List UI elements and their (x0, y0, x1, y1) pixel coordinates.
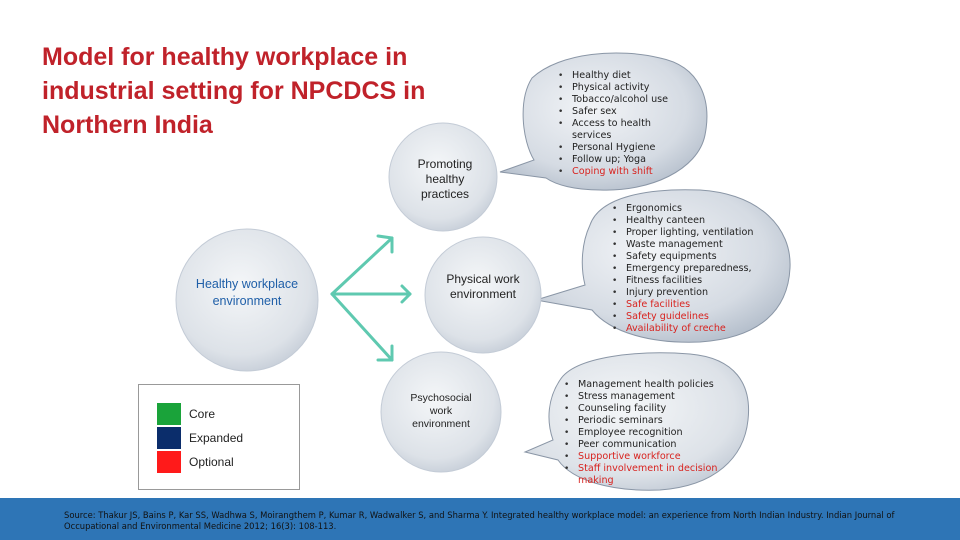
list-item: • Access to health services (558, 118, 686, 142)
list-item: • Personal Hygiene (558, 142, 686, 154)
list-item: • Waste management (612, 239, 784, 251)
list-item: • Safer sex (558, 106, 686, 118)
promoting-node-label: Promoting healthy practices (417, 157, 473, 201)
list-item: • Healthy canteen (612, 215, 784, 227)
legend-label-core: Core (189, 407, 216, 421)
callout-physical-list (612, 203, 784, 335)
list-item: • Follow up; Yoga (558, 154, 686, 166)
list-item: • Staff involvement in decision making (564, 463, 742, 487)
list-item: • Tobacco/alcohol use (558, 94, 686, 106)
list-item: • Emergency preparedness, (612, 263, 784, 275)
list-item: • Injury prevention (612, 287, 784, 299)
list-item: • Coping with shift (558, 166, 686, 178)
source-citation: Source: Thakur JS, Bains P, Kar SS, Wadhwa S, Moirangthem P, Kumar R, Wadwalker S, and Sharma Y. Integrated healthy workplace model: an experience from North Indian Industry. Indian Journal of Occupational and Environmental Medicine 2012; 16(3): 108-113. (64, 510, 895, 531)
list-item: • Stress management (564, 391, 742, 403)
list-item: • Ergonomics (612, 203, 784, 215)
callout-practices-list (558, 70, 686, 178)
legend-swatch-expanded (157, 427, 181, 449)
page-title: Model for healthy workplace in industrial setting for NPCDCS in Northern India (42, 43, 426, 139)
callout-psychosocial-list (564, 379, 742, 487)
legend-label-optional: Optional (189, 455, 234, 469)
legend-label-expanded: Expanded (189, 431, 244, 445)
list-item: • Employee recognition (564, 427, 742, 439)
arrow-to-promoting (332, 238, 392, 294)
psychosocial-node-label: Psychosocial work environment (410, 392, 472, 430)
list-item: • Availability of creche (612, 323, 784, 335)
list-item: • Physical activity (558, 82, 686, 94)
legend (138, 384, 300, 490)
list-item: • Fitness facilities (612, 275, 784, 287)
connector-arrows (332, 236, 410, 360)
list-item: • Healthy diet (558, 70, 686, 82)
legend-swatch-core (157, 403, 181, 425)
list-item: • Periodic seminars (564, 415, 742, 427)
list-item: • Proper lighting, ventilation (612, 227, 784, 239)
core-node-label: Healthy workplace environment (195, 277, 299, 308)
list-item: • Counseling facility (564, 403, 742, 415)
list-item: • Safety guidelines (612, 311, 784, 323)
list-item: • Supportive workforce (564, 451, 742, 463)
arrow-to-psychosocial (332, 294, 392, 360)
list-item: • Safe facilities (612, 299, 784, 311)
list-item: • Management health policies (564, 379, 742, 391)
list-item: • Safety equipments (612, 251, 784, 263)
physical-node-label: Physical work environment (446, 272, 520, 301)
list-item: • Peer communication (564, 439, 742, 451)
legend-swatch-optional (157, 451, 181, 473)
